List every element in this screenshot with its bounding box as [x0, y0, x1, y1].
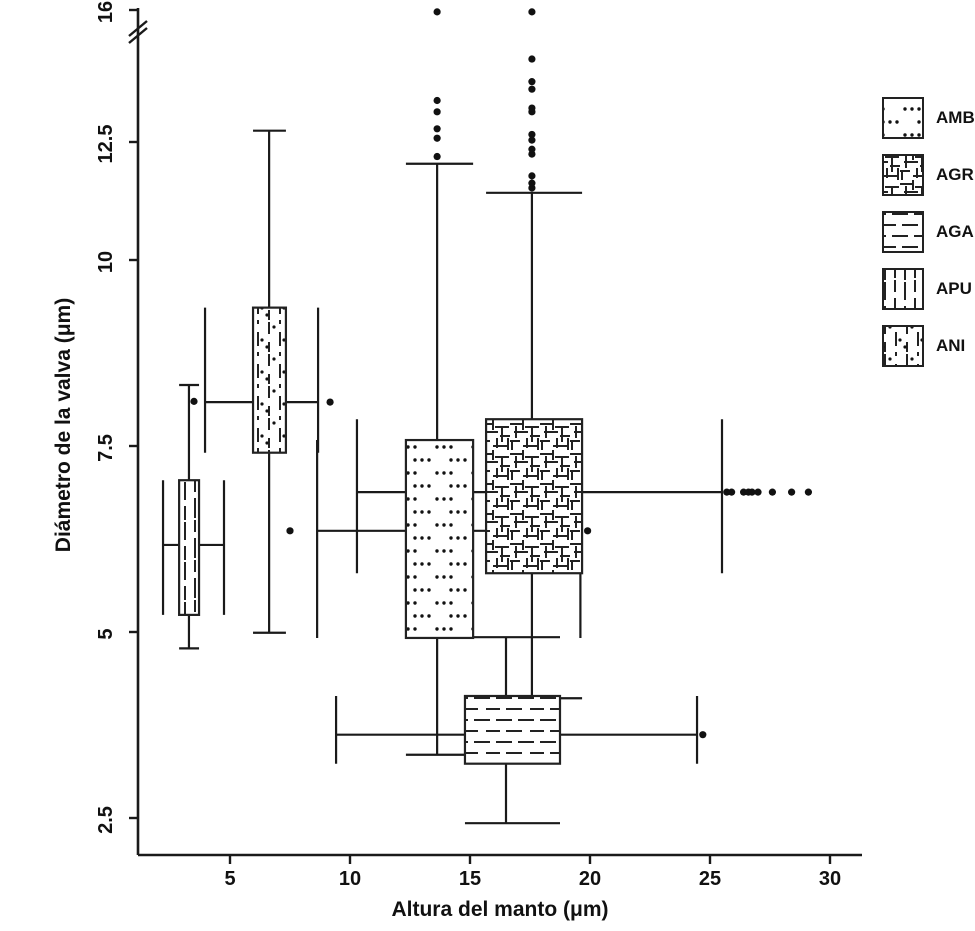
outlier-dot-apu	[190, 398, 197, 405]
outlier-dot-amb	[434, 97, 441, 104]
outlier-dot-amb	[434, 135, 441, 142]
outlier-dot-agr	[754, 489, 761, 496]
legend-label-aga: AGA	[936, 222, 974, 241]
legend-swatch-amb	[883, 98, 923, 138]
outlier-dot-agr	[788, 489, 795, 496]
y-tick-label: 7.5	[95, 434, 117, 462]
outlier-dot-aga	[699, 731, 706, 738]
x-tick-label: 30	[818, 868, 842, 890]
legend-swatch-ani	[883, 326, 923, 366]
x-tick-label: 15	[458, 868, 482, 890]
legend-swatches	[883, 98, 923, 366]
boxes-layer	[179, 308, 582, 764]
outlier-dot-amb	[434, 108, 441, 115]
outlier-dot-amb	[584, 527, 591, 534]
outlier-dot-agr	[528, 131, 535, 138]
outlier-dot-amb	[286, 527, 293, 534]
outlier-dot-agr	[769, 489, 776, 496]
legend-label-agr: AGR	[936, 165, 974, 184]
outlier-dot-agr	[528, 146, 535, 153]
outlier-dot-amb	[434, 8, 441, 15]
outlier-dot-amb	[434, 153, 441, 160]
x-tick-label: 5	[224, 868, 236, 890]
box-aga	[465, 696, 560, 764]
outlier-dot-agr	[528, 180, 535, 187]
x-tick-label: 10	[338, 868, 362, 890]
outlier-dot-amb	[434, 125, 441, 132]
box-agr	[486, 419, 582, 573]
outlier-dot-agr	[528, 172, 535, 179]
y-tick-label: 2.5	[95, 806, 117, 834]
y-tick-label: 5	[95, 628, 117, 640]
box-apu	[179, 480, 199, 615]
legend-label-apu: APU	[936, 279, 972, 298]
legend-label-ani: ANI	[936, 336, 966, 355]
outlier-dot-agr	[528, 78, 535, 85]
x-axis-title: Altura del manto (μm)	[391, 898, 609, 921]
x-tick-label: 20	[578, 868, 602, 890]
outlier-dot-agr	[728, 489, 735, 496]
outlier-dot-agr	[805, 489, 812, 496]
box-ani	[253, 308, 286, 453]
outlier-dot-agr	[528, 55, 535, 62]
legend-swatch-apu	[883, 269, 923, 309]
y-tick-label: 10	[95, 250, 117, 274]
outlier-dot-agr	[528, 86, 535, 93]
legend-swatch-aga	[883, 212, 923, 252]
box-amb	[406, 440, 473, 638]
y-tick-label: 12.5	[95, 124, 117, 164]
legend-label-amb: AMB	[936, 108, 975, 127]
outlier-dot-agr	[528, 104, 535, 111]
x-tick-label: 25	[698, 868, 722, 890]
y-axis-title: Diámetro de la valva (μm)	[52, 297, 75, 553]
outlier-dot-agr	[528, 8, 535, 15]
outlier-dot-ani	[326, 399, 333, 406]
y-tick-label: 16	[95, 0, 117, 24]
legend-swatch-agr	[883, 155, 923, 195]
